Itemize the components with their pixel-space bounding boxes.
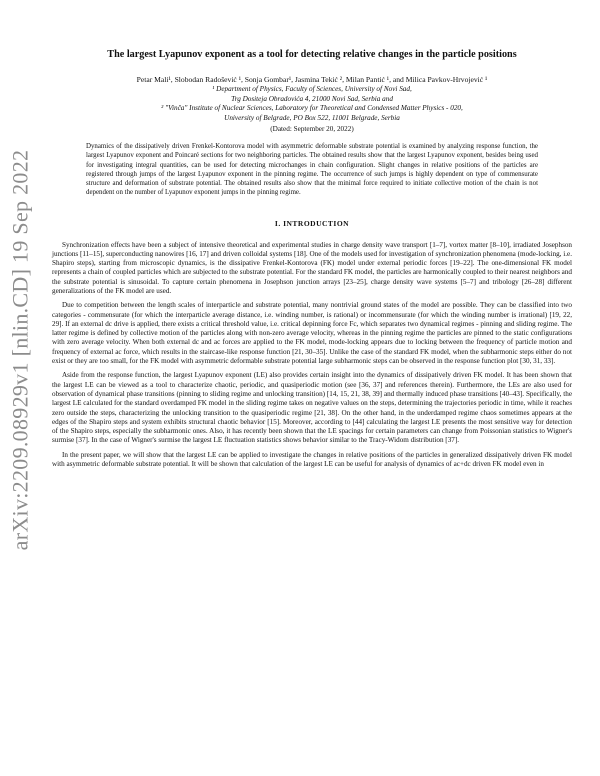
- arxiv-id-text: arXiv:2209.08929v1 [nlin.CD] 19 Sep 2022: [7, 149, 32, 551]
- paper-title: The largest Lyapunov exponent as a tool for detecting relative changes in the particle positions: [107, 49, 517, 60]
- paper-page: [52, 48, 572, 474]
- abstract: Dynamics of the dissipatively driven Frenkel-Kontorova model with asymmetric deformable substrate potential is examined by analyzing response function, the largest Lyapunov exponent and Poincaré sections for two neighboring particles. The obtained results show that the largest Lyapunov exponent, besides being used for investigating integral quantities, can be used for detecting microchanges in chain configuration. Slight changes in relative positions of the particles are registered through jumps of the largest Lyapunov exponent in the pinning regime. The occurrence of such jumps is highly dependent on type of commensurate structure and deformation of substrate potential. The obtained results also show that the minimal force required to initiate collective motion of the chain is not dependent on the number of Lyapunov exponent jumps in the pinning regime.: [86, 143, 538, 197]
- intro-paragraph: Synchronization effects have been a subject of intensive theoretical and experimental studies in charge density wave transport [1–7], vortex matter [8–10], irradiated Josephson junctions [11–15], superconducting nanowires [16, 17] and driven colloidal systems [18]. One of the models used for investigation of synchronization phenomena (mode-locking, i.e. Shapiro steps), starting from microscopic dynamics, is the dissipative Frenkel-Kontorova (FK) model under external periodic forces [19–22]. The one-dimensional FK model represents a chain of coupled particles which are subjected to the substrate potential. For the standard FK model, the particles are harmonically coupled to their nearest neighbors and the substrate potential is sinusoidal. To capture certain phenomena in Josephson junction arrays [23–25], charge density wave systems [5–7] and tribology [26–28] different generalizations of the FK model are used.: [52, 240, 572, 295]
- intro-paragraph: Aside from the response function, the largest Lyapunov exponent (LE) also provides certain insight into the dynamics of dissipatively driven FK model. It has been shown that the largest LE can be viewed as a tool to characterize chaotic, periodic, and quasiperiodic motion (see [36, 37] and references therein). Furthermore, the LEs are also used for observation of dynamical phase transitions (pinning to sliding regime and unlocking transition) [14, 15, 21, 38, 39] and thermally induced phase transitions [40–43]. Specifically, the largest LE calculated for the standard overdamped FK model in the sliding regime takes on negative values on the steps, determining the trajectories periodic in time, while it reaches zero outside the steps, characterizing the unlocking transition to the quasiperiodic regime [21, 38]. On the other hand, in the underdamped regime chaos sometimes appears at the edges of the Shapiro steps and system exhibits structural chaotic behavior [15]. Moreover, according to [44] calculating the largest LE presents the most sensitive way for detection of the Shapiro steps, especially the subharmonic ones. Also, it has recently been shown that the LE spacings for certain parameters can change from Poissonian statistics to Wigner's surmise [37]. In the case of Wigner's surmise the largest LE fluctuation statistics shows behavior similar to the Tracy-Widom distribution [37].: [52, 371, 572, 445]
- affiliation-1-line-2: Trg Dositeja Obradovića 4, 21000 Novi Sad, Serbia and: [231, 94, 393, 103]
- intro-paragraph: Due to competition between the length scales of interparticle and substrate potential, many nontrivial ground states of the model are possible. They can be classified into two categories - commensurate (for which the interparticle average distance, i.e. winding number, is rational) or incommensurate (for which the winding number is irrational) [19, 22, 29]. If an external dc drive is applied, there exists a critical threshold value, i.e. critical depinning force Fc, which separates two dynamical regimes - pinning and sliding regime. The latter regime is defined by collective motion of the particles along with non-zero average velocity, whereas in the pinning regime the particles are pinned to the static configurations with zero average velocity. When both external dc and ac forces are applied to the FK model, mode-locking appears due to locking between the frequency of particle motion and frequency of external ac force, which results in the staircase-like response function [21, 30–35]. Unlike the case of the standard FK model, when the subharmonic steps either do not exist or they are too small, for the FK model with asymmetric deformable substrate potential large subharmonic steps can be observed in the response function plot [30, 31, 33].: [52, 301, 572, 366]
- affiliation-2-line-1: ² "Vinča" Institute of Nuclear Sciences, Laboratory for Theoretical and Condensed Matter Physics - 020,: [161, 104, 463, 112]
- author-list: Petar Mali¹, Slobodan Radošević ¹, Sonja Gombar¹, Jasmina Tekić ², Milan Pantić ¹, and Milica Pavkov-Hrvojević ¹: [136, 75, 488, 84]
- section-heading-introduction: I. INTRODUCTION: [274, 218, 350, 228]
- arxiv-identifier-stamp: [6, 130, 34, 570]
- intro-paragraph: In the present paper, we will show that the largest LE can be applied to investigate the changes in relative positions of the particles in generalized dissipatively driven FK model with asymmetric deformable substrate potential. It will be shown that calculation of the largest LE can be useful for analysis of dynamics of ac+dc driven FK model even in: [52, 450, 572, 469]
- dated-line: (Dated: September 20, 2022): [270, 125, 354, 133]
- affiliation-1-line-1: ¹ Department of Physics, Faculty of Sciences, University of Novi Sad,: [212, 85, 412, 93]
- affiliation-2-line-2: University of Belgrade, PO Box 522, 11001 Belgrade, Serbia: [224, 113, 400, 122]
